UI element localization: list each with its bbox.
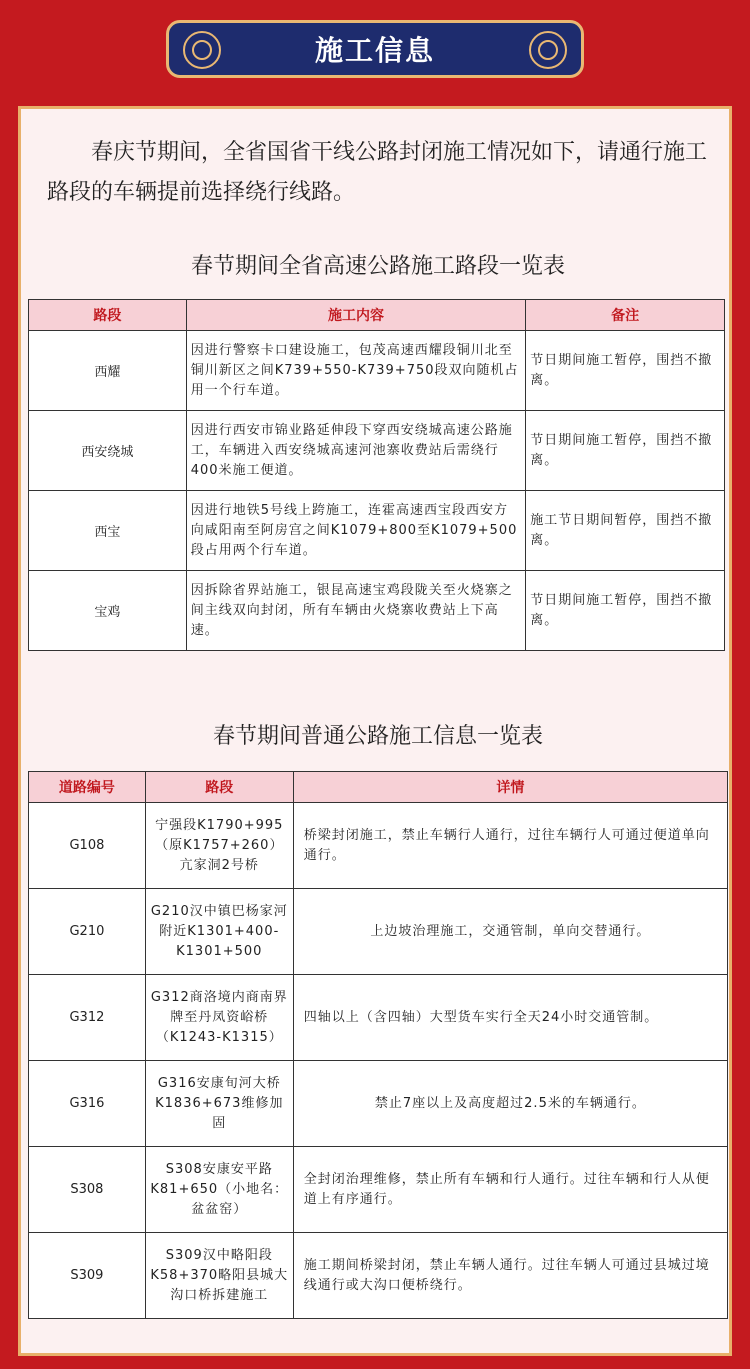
table-header-row xyxy=(29,772,728,803)
code-cell: G312 xyxy=(29,975,146,1061)
table-row xyxy=(29,1233,728,1319)
column-header: 施工内容 xyxy=(186,300,526,331)
section-cell: 宝鸡 xyxy=(29,571,187,651)
ornament-icon xyxy=(183,31,221,69)
content-cell: 因进行地铁5号线上跨施工，连霍高速西宝段西安方向咸阳南至阿房宫之间K1079+800至K1079+500段占用两个行车道。 xyxy=(186,491,526,571)
table-row xyxy=(29,491,725,571)
note-cell: 节日期间施工暂停，围挡不撤离。 xyxy=(526,411,725,491)
code-cell: G210 xyxy=(29,889,146,975)
ordinary-table-title: 春节期间普通公路施工信息一览表 xyxy=(212,724,543,749)
detail-cell: 四轴以上（含四轴）大型货车实行全天24小时交通管制。 xyxy=(293,975,727,1061)
table-row xyxy=(29,1147,728,1233)
section-cell: S308安康安平路K81+650（小地名：盆盆窑） xyxy=(145,1147,293,1233)
column-header: 路段 xyxy=(145,772,293,803)
ordinary-table xyxy=(28,771,728,1319)
section-cell: G210汉中镇巴杨家河附近K1301+400-K1301+500 xyxy=(145,889,293,975)
table-row xyxy=(29,803,728,889)
note-cell: 节日期间施工暂停，围挡不撤离。 xyxy=(526,571,725,651)
code-cell: S309 xyxy=(29,1233,146,1319)
intro-text: 春庆节期间，全省国省干线公路封闭施工情况如下，请通行施工路段的车辆提前选择绕行线路。 xyxy=(47,140,708,205)
detail-cell: 全封闭治理维修，禁止所有车辆和行人通行。过往车辆和行人从便道上有序通行。 xyxy=(293,1147,727,1233)
table-row xyxy=(29,1061,728,1147)
note-cell: 节日期间施工暂停，围挡不撤离。 xyxy=(526,331,725,411)
code-cell: G316 xyxy=(29,1061,146,1147)
section-cell: G316安康旬河大桥K1836+673维修加固 xyxy=(145,1061,293,1147)
column-header: 备注 xyxy=(526,300,725,331)
ornament-icon xyxy=(529,31,567,69)
column-header: 路段 xyxy=(29,300,187,331)
header-banner xyxy=(166,20,584,78)
detail-cell: 禁止7座以上及高度超过2.5米的车辆通行。 xyxy=(293,1061,727,1147)
detail-cell: 上边坡治理施工，交通管制，单向交替通行。 xyxy=(293,889,727,975)
section-cell: 宁强段K1790+995（原K1757+260）亢家洞2号桥 xyxy=(145,803,293,889)
section-cell: S309汉中略阳段K58+370略阳县城大沟口桥拆建施工 xyxy=(145,1233,293,1319)
page-title: 施工信息 xyxy=(314,34,435,67)
content-cell: 因拆除省界站施工，银昆高速宝鸡段陇关至火烧寨之间主线双向封闭，所有车辆由火烧寨收费站上下高速。 xyxy=(186,571,526,651)
highway-table xyxy=(28,299,725,651)
highway-table-title: 春节期间全省高速公路施工路段一览表 xyxy=(190,254,565,279)
content-cell: 因进行西安市锦业路延伸段下穿西安绕城高速公路施工，车辆进入西安绕城高速河池寨收费站后需绕行400米施工便道。 xyxy=(186,411,526,491)
section-cell: 西安绕城 xyxy=(29,411,187,491)
code-cell: S308 xyxy=(29,1147,146,1233)
note-cell: 施工节日期间暂停，围挡不撤离。 xyxy=(526,491,725,571)
detail-cell: 施工期间桥梁封闭，禁止车辆人通行。过往车辆人可通过县城过境线通行或大沟口便桥绕行。 xyxy=(293,1233,727,1319)
section-cell: G312商洛境内商南界牌至丹凤资峪桥（K1243-K1315） xyxy=(145,975,293,1061)
detail-cell: 桥梁封闭施工，禁止车辆行人通行，过往车辆行人可通过便道单向通行。 xyxy=(293,803,727,889)
table-row xyxy=(29,571,725,651)
table-row xyxy=(29,889,728,975)
code-cell: G108 xyxy=(29,803,146,889)
content-cell: 因进行警察卡口建设施工，包茂高速西耀段铜川北至铜川新区之间K739+550-K739+750段双向随机占用一个行车道。 xyxy=(186,331,526,411)
section-cell: 西耀 xyxy=(29,331,187,411)
table-header-row xyxy=(29,300,725,331)
content-panel xyxy=(18,106,732,1356)
section-cell: 西宝 xyxy=(29,491,187,571)
column-header: 详情 xyxy=(293,772,727,803)
table-row xyxy=(29,331,725,411)
table-row xyxy=(29,975,728,1061)
column-header: 道路编号 xyxy=(29,772,146,803)
table-row xyxy=(29,411,725,491)
